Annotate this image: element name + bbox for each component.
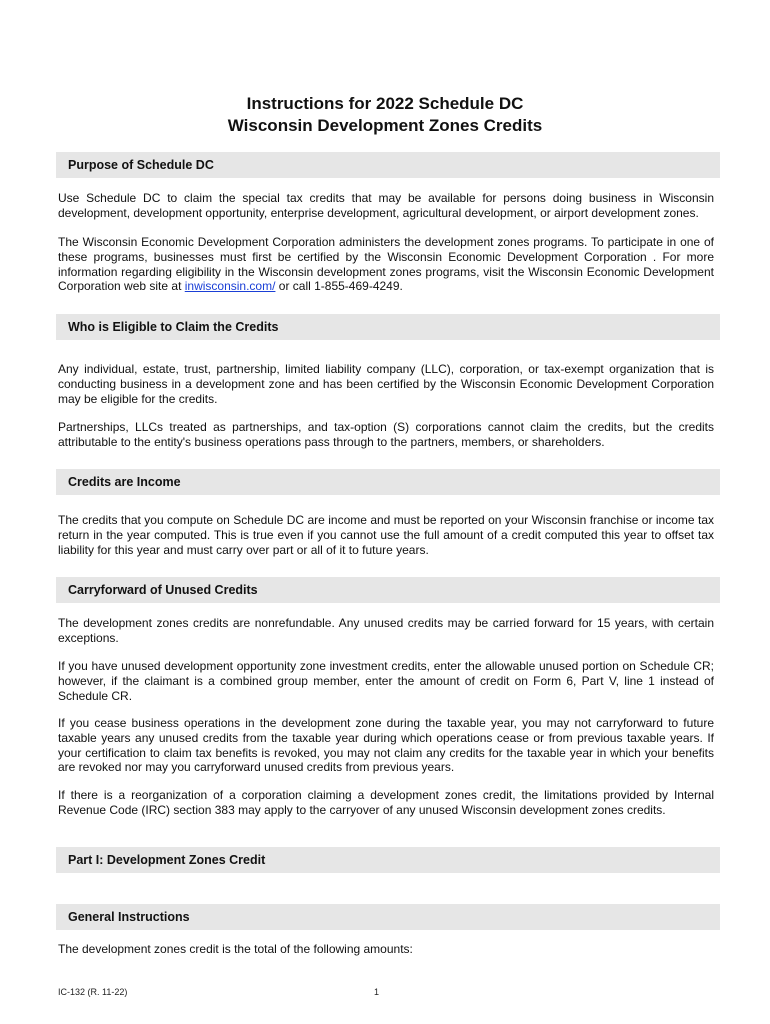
section-heading-label: Purpose of Schedule DC — [68, 158, 214, 172]
section-heading-eligible — [56, 314, 720, 340]
section-heading-label: Who is Eligible to Claim the Credits — [68, 320, 279, 334]
section-heading-purpose — [56, 152, 720, 178]
section-heading-carryforward — [56, 577, 720, 603]
section-heading-label: General Instructions — [68, 910, 190, 924]
section-heading-income — [56, 469, 720, 495]
purpose-paragraph-2-text: The Wisconsin Economic Development Corporation administers the development zones programs. To participate in one of these programs, businesses must first be certified by the Wisconsin Economic Development Corporation . For more information regarding eligibility in the Wisconsin development zones programs, visit the Wisconsin Economic Development Corporation web site at — [58, 235, 714, 294]
general-paragraph-1: The development zones credit is the total of the following amounts: — [58, 942, 413, 956]
eligible-paragraph-1: Any individual, estate, trust, partnership, limited liability company (LLC), corporation, or tax-exempt organization that is conducting business in a development zone and has been certified by the Wisconsin Economic Development Corporation may be eligible for the credits. — [58, 362, 714, 406]
carryforward-paragraph-4: If there is a reorganization of a corporation claiming a development zones credit, the limitations provided by Internal Revenue Code (IRC) section 383 may apply to the carryover of any unused Wisconsin development zones credits. — [58, 788, 714, 817]
form-id: IC-132 (R. 11-22) — [58, 987, 128, 997]
eligible-paragraph-2: Partnerships, LLCs treated as partnerships, and tax-option (S) corporations cannot claim the credits, but the credits attributable to the entity's business operations pass through to the partners, members, or shareholders. — [58, 420, 714, 449]
purpose-paragraph-2-tail: or call 1-855-469-4249. — [275, 279, 403, 294]
section-heading-part1 — [56, 847, 720, 873]
section-heading-label: Credits are Income — [68, 475, 181, 489]
page-number: 1 — [374, 987, 380, 997]
document-title: Instructions for 2022 Schedule DC — [246, 94, 524, 113]
section-heading-label: Part I: Development Zones Credit — [68, 853, 266, 867]
inwisconsin-link[interactable]: inwisconsin.com/ — [184, 279, 276, 294]
purpose-paragraph-2 — [58, 235, 714, 294]
document-subtitle: Wisconsin Development Zones Credits — [227, 116, 543, 135]
income-paragraph-1: The credits that you compute on Schedule DC are income and must be reported on your Wisconsin franchise or income tax return in the year computed. This is true even if you cannot use the full amount of a credit computed this year to offset tax liability for this year and must carry over part or all of it to future years. — [58, 513, 714, 557]
carryforward-paragraph-1: The development zones credits are nonrefundable. Any unused credits may be carried forward for 15 years, with certain exceptions. — [58, 616, 714, 645]
purpose-paragraph-1: Use Schedule DC to claim the special tax credits that may be available for persons doing business in Wisconsin development, development opportunity, enterprise development, agricultural development, or airport development zones. — [58, 191, 714, 220]
section-heading-general — [56, 904, 720, 930]
section-heading-label: Carryforward of Unused Credits — [68, 583, 258, 597]
carryforward-paragraph-3: If you cease business operations in the development zone during the taxable year, you may not carryforward to future taxable years any unused credits from the taxable year during which operations cease or from previous taxable years. If your certification to claim tax benefits is revoked, you may not claim any credits for the taxable year in which your benefits are revoked nor may you carryforward unused credits from previous years. — [58, 716, 714, 775]
carryforward-paragraph-2: If you have unused development opportunity zone investment credits, enter the allowable unused portion on Schedule CR; however, if the claimant is a combined group member, enter the amount of credit on Form 6, Part V, line 1 instead of Schedule CR. — [58, 659, 714, 703]
